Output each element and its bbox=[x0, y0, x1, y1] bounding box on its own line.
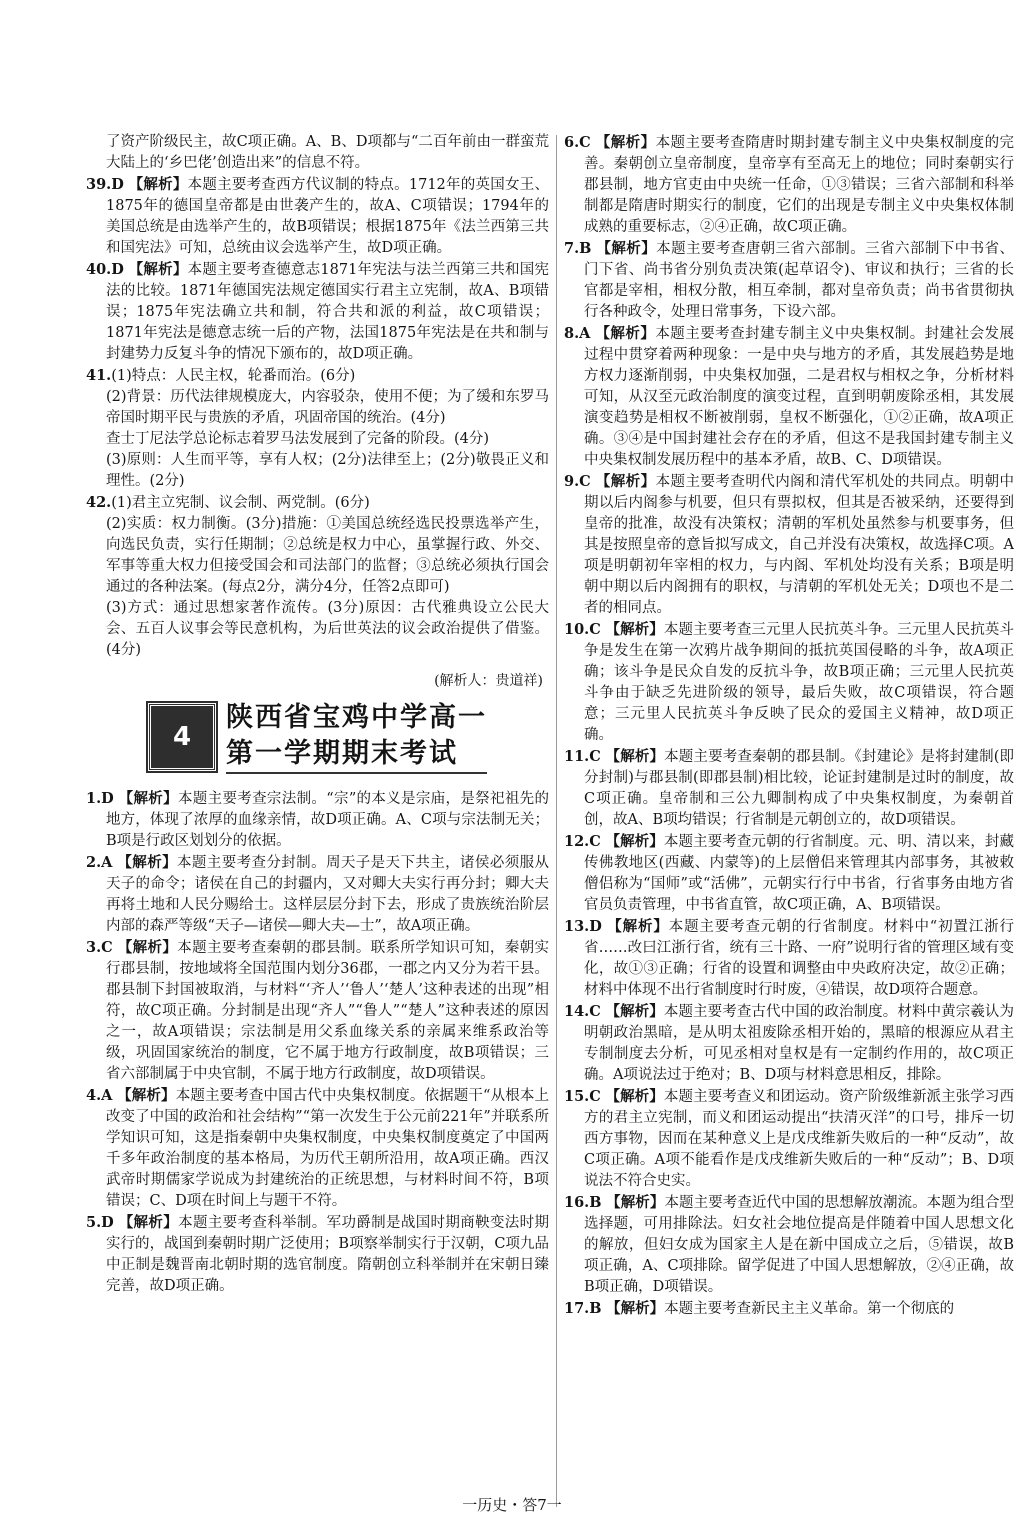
question-number: 17.B bbox=[564, 1300, 602, 1317]
analysis-text: 本题主要考查元朝的行省制度。材料中“初置江浙行省……改曰江浙行省，统有三十路、一府”说明行省的管理区域有变化，故①③正确；行省的设置和调整由中央政府决定，故②正确；材料中体现不出行省制度时行时废，④错误，故D项符合题意。 bbox=[584, 919, 1014, 998]
answer-item bbox=[564, 238, 1014, 323]
analysis-tag: 【解析】 bbox=[118, 1214, 179, 1231]
answer-item bbox=[564, 916, 1014, 1001]
answer-item bbox=[86, 1085, 549, 1212]
answer-item bbox=[564, 746, 1014, 831]
analysis-tag: 【解析】 bbox=[606, 1300, 665, 1317]
analysis-tag: 【解析】 bbox=[117, 939, 178, 956]
question-number: 41. bbox=[86, 367, 112, 384]
question-number: 8.A bbox=[564, 325, 591, 342]
question-number: 2.A bbox=[86, 854, 113, 871]
analysis-text: 本题主要考查新民主主义革命。第一个彻底的 bbox=[664, 1301, 955, 1317]
analysis-tag: 【解析】 bbox=[606, 1194, 665, 1211]
section-title-line2: 第一学期期末考试 bbox=[226, 736, 487, 774]
answer-part: (1)君主立宪制、议会制、两党制。(6分) bbox=[111, 495, 370, 511]
analysis-tag: 【解析】 bbox=[605, 748, 665, 765]
answer-part: 查士丁尼法学总论标志着罗马法发展到了完备的阶段。(4分) bbox=[106, 431, 490, 447]
question-number: 42. bbox=[86, 494, 112, 511]
answer-item bbox=[564, 323, 1014, 471]
answer-item bbox=[86, 492, 549, 514]
column-divider bbox=[556, 135, 557, 1507]
page-footer: 一历史・答7一 bbox=[462, 1496, 562, 1514]
answer-item bbox=[86, 852, 549, 937]
analysis-tag: 【解析】 bbox=[117, 1087, 176, 1104]
answer-item bbox=[564, 1192, 1014, 1298]
question-number: 4.A bbox=[86, 1087, 113, 1104]
analysis-tag: 【解析】 bbox=[595, 134, 656, 151]
analysis-tag: 【解析】 bbox=[605, 1003, 664, 1020]
question-number: 39.D bbox=[86, 176, 124, 193]
section-number-badge: 4 bbox=[148, 703, 216, 771]
answer-part: (2)实质：权力制衡。(3分)措施：①美国总统经选民投票选举产生，向选民负责，实行任期制；②总统是权力中心，虽掌握行政、外交、军事等重大权力但接受国会和司法部门的监督；③总统必须执行国会通过的各种法案。(每点2分，满分4分，任答2点即可) bbox=[106, 516, 549, 595]
answer-part: (3)方式：通过思想家著作流传。(3分)原因：古代雅典设立公民大会、五百人议事会等民意机构，为后世英法的议会政治提供了借鉴。(4分) bbox=[106, 600, 549, 658]
analysis-text: 本题主要考查秦朝的郡县制。联系所学知识可知，秦朝实行郡县制，按地域将全国范围内划分36郡，一郡之内又分为若干县。郡县制下封国被取消，与材料“‘齐人’‘鲁人’‘楚人’这种表述的出现”相符，故C项正确。分封制是出现“齐人”“鲁人”“楚人”这种表述的原因之一，故A项错误；宗法制是用父系血缘关系的亲属来维系政治等级，巩固国家统治的制度，它不属于地方行政制度，故B项错误；三省六部制属于中央官制，不属于地方行政制度，故D项错误。 bbox=[106, 940, 550, 1082]
author-credit: (解析人：贵道祥) bbox=[434, 673, 543, 689]
question-number: 14.C bbox=[564, 1003, 601, 1020]
question-number: 13.D bbox=[564, 918, 602, 935]
analysis-text: 本题主要考查三元里人民抗英斗争。三元里人民抗英斗争是发生在第一次鸦片战争期间的抵抗英国侵略的斗争，故A项正确；该斗争是民众自发的反抗斗争，故B项正确；三元里人民抗英斗争由于缺乏先进阶级的领导，最后失败，故C项错误，符合题意；三元里人民抗英斗争反映了民众的爱国主义精神，故D项正确。 bbox=[584, 622, 1014, 743]
analysis-text: 本题主要考查近代中国的思想解放潮流。本题为组合型选择题，可用排除法。妇女社会地位提高是伴随着中国人思想文化的解放，但妇女成为国家主人是在新中国成立之后，⑤错误，故B项正确，A、C项排除。留学促进了中国人思想解放，②④正确，故B项正确，D项错误。 bbox=[584, 1195, 1014, 1295]
analysis-text: 本题主要考查中国古代中央集权制度。依据题干“从根本上改变了中国的政治和社会结构”“第一次发生于公元前221年”并联系所学知识可知，这是指秦朝中央集权制度，中央集权制度奠定了中国两千多年政治制度的基本格局，为历代王朝所沿用，故A项正确。西汉武帝时期儒家学说成为封建统治的正统思想，与材料时间不符，B项错误；C、D项在时间上与题干不符。 bbox=[106, 1088, 549, 1209]
answer-item bbox=[86, 937, 549, 1085]
answer-item bbox=[86, 174, 549, 259]
answer-item bbox=[564, 831, 1014, 916]
answer-item bbox=[564, 1001, 1014, 1086]
analysis-text: 本题主要考查科举制。军功爵制是战国时期商鞅变法时期实行的，战国到秦朝时期广泛使用；B项察举制实行于汉朝，C项九品中正制是魏晋南北朝时期的选官制度。隋朝创立科举制并在宋朝日臻完善，故D项正确。 bbox=[106, 1215, 550, 1294]
answer-part: (2)背景：历代法律规模庞大，内容驳杂，使用不便；为了缓和东罗马帝国时期平民与贵族的矛盾，巩固帝国的统治。(4分) bbox=[106, 389, 549, 426]
answer-item bbox=[86, 788, 549, 852]
analysis-text: 本题主要考查宗法制。“宗”的本义是宗庙，是祭祀祖先的地方，体现了浓厚的血缘亲情，故D项正确。A、C项与宗法制无关；B项是行政区划划分的依据。 bbox=[106, 791, 549, 849]
question-number: 12.C bbox=[564, 833, 601, 850]
analysis-text: 本题主要考查唐朝三省六部制。三省六部制下中书省、门下省、尚书省分别负责决策(起草诏令)、审议和执行；三省的长官都是宰相，相权分散，相互牵制，都对皇帝负责；尚书省贯彻执行各种政令，处理日常事务，下设六部。 bbox=[584, 241, 1014, 320]
analysis-text: 本题主要考查义和团运动。资产阶级维新派主张学习西方的君主立宪制，而义和团运动提出“扶清灭洋”的口号，排斥一切西方事物，因而在某种意义上是戊戌维新失败后的一种“反动”，故C项正确。A项不能看作是戊戌维新失败后的一种“反动”；B、D项说法不符合史实。 bbox=[584, 1089, 1014, 1189]
section-title-line1: 陕西省宝鸡中学高一 bbox=[226, 702, 487, 733]
analysis-tag: 【解析】 bbox=[118, 790, 178, 807]
answer-part: (3)原则：人生而平等，享有人权；(2分)法律至上；(2分)敬畏正义和理性。(2分) bbox=[106, 452, 549, 489]
analysis-text: 本题主要考查元朝的行省制度。元、明、清以来，封藏传佛教地区(西藏、内蒙等)的上层僧侣来管理其内部事务，其被敕僧侣称为“国师”或“活佛”，元朝实行行中书省，行省事务由地方省官员负责管理，中书省直管，故C项正确，A、B项错误。 bbox=[584, 834, 1014, 913]
analysis-tag: 【解析】 bbox=[117, 854, 177, 871]
analysis-tag: 【解析】 bbox=[607, 918, 669, 935]
answer-item bbox=[564, 1086, 1014, 1192]
analysis-tag: 【解析】 bbox=[595, 473, 656, 490]
section-title bbox=[226, 700, 487, 774]
question-number: 1.D bbox=[86, 790, 114, 807]
answer-item bbox=[86, 1212, 549, 1297]
analysis-text: 本题主要考查秦朝的郡县制。《封建论》是将封建制(即分封制)与郡县制(即郡县制)相比较，论证封建制是过时的制度，故C项正确。皇帝制和三公九卿制构成了中央集权制度，为秦朝首创，故A、B项均错误；行省制是元朝创立的，故D项错误。 bbox=[584, 749, 1014, 828]
answer-item bbox=[564, 1298, 1014, 1320]
question-number: 3.C bbox=[86, 939, 113, 956]
question-number: 11.C bbox=[564, 748, 601, 765]
analysis-tag: 【解析】 bbox=[605, 621, 664, 638]
section-header bbox=[86, 700, 549, 774]
analysis-tag: 【解析】 bbox=[596, 240, 657, 257]
analysis-text: 本题主要考查德意志1871年宪法与法兰西第三共和国宪法的比较。1871年德国宪法规定德国实行君主立宪制，故A、B项错误；1875年宪法确立共和制，符合共和派的利益，故C项错误；1871年宪法是德意志统一后的产物，法国1875年宪法是在共和制与封建势力反复斗争的情况下颁布的，故D项正确。 bbox=[106, 262, 550, 362]
analysis-tag: 【解析】 bbox=[128, 261, 188, 278]
question-number: 5.D bbox=[86, 1214, 114, 1231]
question-number: 9.C bbox=[564, 473, 591, 490]
question-number: 7.B bbox=[564, 240, 592, 257]
question-number: 15.C bbox=[564, 1088, 601, 1105]
analysis-tag: 【解析】 bbox=[128, 176, 188, 193]
answer-part: (1)特点：人民主权，轮番而治。(6分) bbox=[111, 368, 356, 384]
analysis-text: 本题主要考查分封制。周天子是天下共主，诸侯必须服从天子的命令；诸侯在自己的封疆内，又对卿大夫实行再分封；卿大夫再将土地和人民分赐给士。这样层层分封下去，形成了贵族统治阶层内部的森严等级“天子—诸侯—卿大夫—士”，故A项正确。 bbox=[106, 855, 550, 934]
answer-item bbox=[564, 132, 1014, 238]
answer-item bbox=[86, 365, 549, 387]
question-number: 16.B bbox=[564, 1194, 602, 1211]
analysis-tag: 【解析】 bbox=[605, 1088, 664, 1105]
left-column bbox=[86, 132, 549, 1297]
analysis-text: 本题主要考查古代中国的政治制度。材料中黄宗羲认为明朝政治黑暗，是从明太祖废除丞相开始的，黑暗的根源应从君主专制制度去分析，可见丞相对皇权是有一定制约作用的，故C项正确。A项说法过于绝对；B、D项与材料意思相反，排除。 bbox=[584, 1004, 1014, 1083]
question-number: 40.D bbox=[86, 261, 124, 278]
right-column bbox=[564, 132, 1014, 1320]
analysis-text: 本题主要考查隋唐时期封建专制主义中央集权制度的完善。秦朝创立皇帝制度，皇帝享有至高无上的地位；同时秦朝实行郡县制，地方官吏由中央统一任命，①③错误；三省六部制和科举制都是隋唐时期实行的制度，它们的出现是专制主义中央集权体制成熟的重要标志，②④正确，故C项正确。 bbox=[584, 135, 1014, 235]
analysis-text: 本题主要考查封建专制主义中央集权制。封建社会发展过程中贯穿着两种现象：一是中央与地方的矛盾，其发展趋势是地方权力逐渐削弱，中央集权加强，二是君权与相权之争，分析材料可知，从汉至元政治制度的演变过程，直到明朝废除丞相，其发展演变趋势是相权不断被削弱，皇权不断强化，①②正确，故A项正确。③④是中国封建社会存在的矛盾，但这不是我国封建专制主义中央集权制发展历程中的基本矛盾，故B、C、D项错误。 bbox=[584, 326, 1014, 468]
question-number: 6.C bbox=[564, 134, 591, 151]
analysis-tag: 【解析】 bbox=[595, 325, 656, 342]
analysis-tag: 【解析】 bbox=[605, 833, 664, 850]
answer-item bbox=[564, 619, 1014, 746]
analysis-text: 本题主要考查明代内阁和清代军机处的共同点。明朝中期以后内阁参与机要，但只有票拟权，但其是否被采纳，还要得到皇帝的批准，故没有决策权；清朝的军机处虽然参与机要事务，但其是按照皇帝的意旨拟写成文，自己并没有决策权，故选择C项。A项是明朝初年宰相的权力，与内阁、军机处均没有关系；B项是明朝中期以后内阁拥有的职权，与清朝的军机处无关；D项也不是二者的相同点。 bbox=[584, 474, 1014, 616]
question-number: 10.C bbox=[564, 621, 601, 638]
continued-paragraph: 了资产阶级民主，故C项正确。A、B、D项都与“二百年前由一群蛮荒大陆上的‘乡巴佬’创造出来”的信息不符。 bbox=[106, 134, 549, 171]
analysis-text: 本题主要考查西方代议制的特点。1712年的英国女王、1875年的德国皇帝都是由世袭产生的，故A、C项错误；1794年的美国总统是由选举产生的，故B项错误；根据1875年《法兰西第三共和国宪法》可知，总统由议会选举产生，故D项正确。 bbox=[106, 177, 550, 256]
answer-item bbox=[564, 471, 1014, 619]
answer-item bbox=[86, 259, 549, 365]
